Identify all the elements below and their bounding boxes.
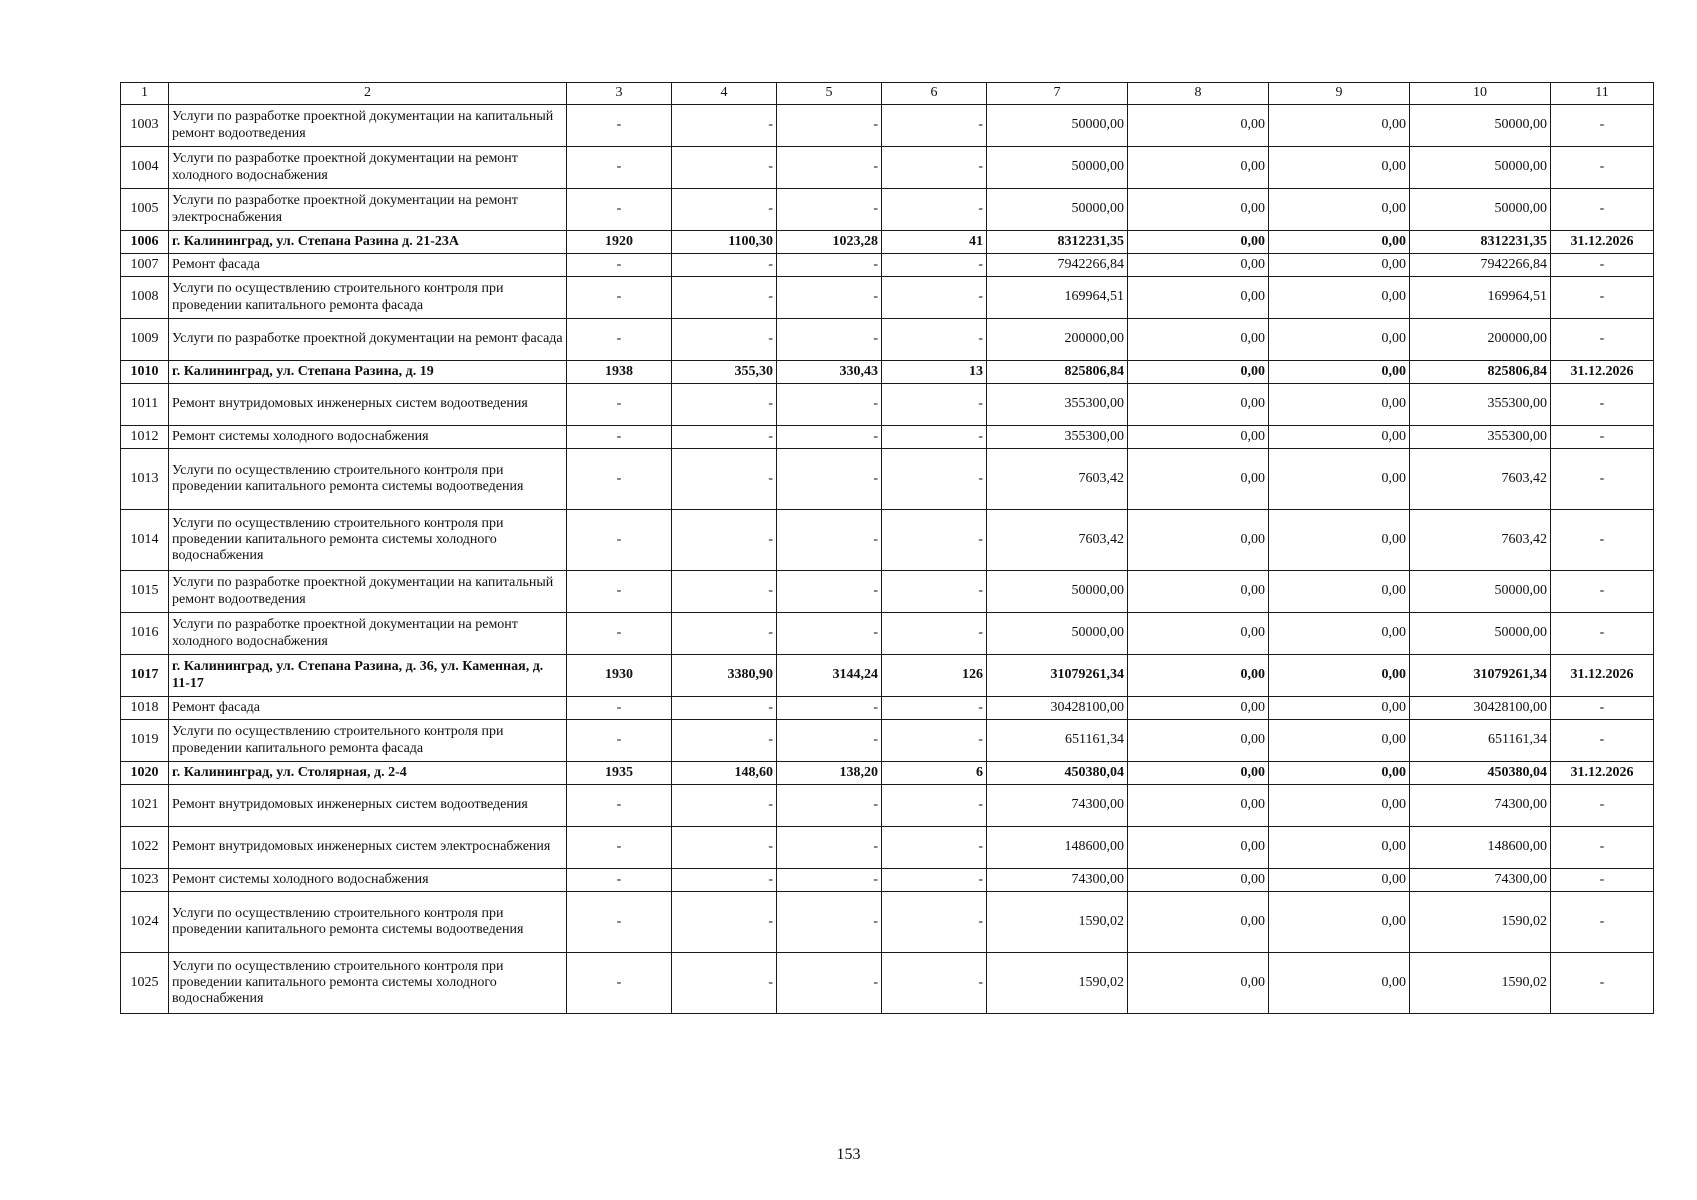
budget-cost: 0,00 xyxy=(1269,892,1410,953)
residents: - xyxy=(882,892,987,953)
owner-cost: 50000,00 xyxy=(1410,147,1551,189)
residents: - xyxy=(882,827,987,869)
owner-cost: 1590,02 xyxy=(1410,953,1551,1014)
living-area: - xyxy=(777,105,882,147)
year-built: - xyxy=(567,869,672,892)
work-item-row xyxy=(121,953,1654,1014)
fund-cost: 0,00 xyxy=(1128,510,1269,571)
fund-cost: 0,00 xyxy=(1128,147,1269,189)
year-built: - xyxy=(567,613,672,655)
budget-cost: 0,00 xyxy=(1269,869,1410,892)
completion-date: - xyxy=(1551,384,1654,426)
residents: - xyxy=(882,277,987,319)
year-built: 1935 xyxy=(567,762,672,785)
owner-cost: 8312231,35 xyxy=(1410,231,1551,254)
fund-cost: 0,00 xyxy=(1128,426,1269,449)
completion-date: - xyxy=(1551,319,1654,361)
fund-cost: 0,00 xyxy=(1128,720,1269,762)
row-number: 1008 xyxy=(121,277,169,319)
total-area: 355,30 xyxy=(672,361,777,384)
address-row xyxy=(121,655,1654,697)
item-name: Ремонт фасада xyxy=(169,697,567,720)
residents: - xyxy=(882,953,987,1014)
completion-date: - xyxy=(1551,869,1654,892)
fund-cost: 0,00 xyxy=(1128,254,1269,277)
total-area: - xyxy=(672,571,777,613)
fund-cost: 0,00 xyxy=(1128,827,1269,869)
budget-cost: 0,00 xyxy=(1269,384,1410,426)
residents: - xyxy=(882,105,987,147)
item-name: Ремонт фасада xyxy=(169,254,567,277)
budget-cost: 0,00 xyxy=(1269,785,1410,827)
total-area: - xyxy=(672,147,777,189)
total-cost: 31079261,34 xyxy=(987,655,1128,697)
completion-date: - xyxy=(1551,277,1654,319)
budget-cost: 0,00 xyxy=(1269,147,1410,189)
year-built: - xyxy=(567,426,672,449)
fund-cost: 0,00 xyxy=(1128,785,1269,827)
living-area: - xyxy=(777,697,882,720)
living-area: - xyxy=(777,869,882,892)
work-item-row xyxy=(121,426,1654,449)
item-name: Услуги по разработке проектной документации на ремонт холодного водоснабжения xyxy=(169,613,567,655)
completion-date: - xyxy=(1551,953,1654,1014)
column-number: 10 xyxy=(1410,83,1551,105)
work-item-row xyxy=(121,892,1654,953)
fund-cost: 0,00 xyxy=(1128,361,1269,384)
item-name: Услуги по разработке проектной документации на капитальный ремонт водоотведения xyxy=(169,105,567,147)
address-row xyxy=(121,231,1654,254)
fund-cost: 0,00 xyxy=(1128,449,1269,510)
year-built: - xyxy=(567,697,672,720)
year-built: 1938 xyxy=(567,361,672,384)
living-area: - xyxy=(777,720,882,762)
residents: 126 xyxy=(882,655,987,697)
total-cost: 8312231,35 xyxy=(987,231,1128,254)
total-area: - xyxy=(672,277,777,319)
column-number: 3 xyxy=(567,83,672,105)
item-name: Ремонт внутридомовых инженерных систем водоотведения xyxy=(169,785,567,827)
row-number: 1025 xyxy=(121,953,169,1014)
budget-cost: 0,00 xyxy=(1269,762,1410,785)
row-number: 1009 xyxy=(121,319,169,361)
year-built: - xyxy=(567,147,672,189)
year-built: 1930 xyxy=(567,655,672,697)
fund-cost: 0,00 xyxy=(1128,277,1269,319)
item-name: г. Калининград, ул. Степана Разина, д. 19 xyxy=(169,361,567,384)
owner-cost: 50000,00 xyxy=(1410,105,1551,147)
row-number: 1018 xyxy=(121,697,169,720)
fund-cost: 0,00 xyxy=(1128,319,1269,361)
column-number: 8 xyxy=(1128,83,1269,105)
row-number: 1011 xyxy=(121,384,169,426)
total-area: - xyxy=(672,827,777,869)
work-item-row xyxy=(121,613,1654,655)
item-name: Услуги по осуществлению строительного контроля при проведении капитального ремонта системы холодного водоснабжения xyxy=(169,510,567,571)
total-cost: 1590,02 xyxy=(987,892,1128,953)
residents: - xyxy=(882,571,987,613)
year-built: - xyxy=(567,785,672,827)
total-cost: 355300,00 xyxy=(987,384,1128,426)
owner-cost: 7603,42 xyxy=(1410,449,1551,510)
completion-date: - xyxy=(1551,697,1654,720)
row-number: 1020 xyxy=(121,762,169,785)
total-cost: 200000,00 xyxy=(987,319,1128,361)
work-item-row xyxy=(121,571,1654,613)
owner-cost: 50000,00 xyxy=(1410,189,1551,231)
living-area: - xyxy=(777,785,882,827)
total-cost: 50000,00 xyxy=(987,105,1128,147)
row-number: 1024 xyxy=(121,892,169,953)
budget-cost: 0,00 xyxy=(1269,655,1410,697)
completion-date: 31.12.2026 xyxy=(1551,361,1654,384)
budget-cost: 0,00 xyxy=(1269,189,1410,231)
residents: - xyxy=(882,697,987,720)
year-built: 1920 xyxy=(567,231,672,254)
residents: - xyxy=(882,426,987,449)
residents: - xyxy=(882,869,987,892)
fund-cost: 0,00 xyxy=(1128,697,1269,720)
owner-cost: 50000,00 xyxy=(1410,571,1551,613)
residents: - xyxy=(882,147,987,189)
total-cost: 50000,00 xyxy=(987,613,1128,655)
item-name: Услуги по осуществлению строительного контроля при проведении капитального ремонта фасада xyxy=(169,720,567,762)
budget-cost: 0,00 xyxy=(1269,426,1410,449)
row-number: 1017 xyxy=(121,655,169,697)
completion-date: 31.12.2026 xyxy=(1551,655,1654,697)
work-item-row xyxy=(121,189,1654,231)
budget-cost: 0,00 xyxy=(1269,510,1410,571)
budget-cost: 0,00 xyxy=(1269,571,1410,613)
total-area: - xyxy=(672,869,777,892)
item-name: Услуги по осуществлению строительного контроля при проведении капитального ремонта системы водоотведения xyxy=(169,892,567,953)
row-number: 1004 xyxy=(121,147,169,189)
living-area: - xyxy=(777,449,882,510)
address-row xyxy=(121,361,1654,384)
work-item-row xyxy=(121,105,1654,147)
fund-cost: 0,00 xyxy=(1128,953,1269,1014)
living-area: 330,43 xyxy=(777,361,882,384)
total-area: - xyxy=(672,384,777,426)
year-built: - xyxy=(567,953,672,1014)
residents: 41 xyxy=(882,231,987,254)
total-area: 3380,90 xyxy=(672,655,777,697)
living-area: 1023,28 xyxy=(777,231,882,254)
budget-cost: 0,00 xyxy=(1269,697,1410,720)
budget-cost: 0,00 xyxy=(1269,613,1410,655)
residents: 13 xyxy=(882,361,987,384)
living-area: - xyxy=(777,254,882,277)
fund-cost: 0,00 xyxy=(1128,189,1269,231)
living-area: - xyxy=(777,189,882,231)
row-number: 1014 xyxy=(121,510,169,571)
total-cost: 7603,42 xyxy=(987,449,1128,510)
item-name: Ремонт системы холодного водоснабжения xyxy=(169,869,567,892)
residents: - xyxy=(882,319,987,361)
total-area: - xyxy=(672,953,777,1014)
row-number: 1021 xyxy=(121,785,169,827)
total-area: - xyxy=(672,254,777,277)
living-area: - xyxy=(777,426,882,449)
living-area: 138,20 xyxy=(777,762,882,785)
column-number: 1 xyxy=(121,83,169,105)
owner-cost: 825806,84 xyxy=(1410,361,1551,384)
total-cost: 450380,04 xyxy=(987,762,1128,785)
work-item-row xyxy=(121,449,1654,510)
item-name: г. Калининград, ул. Степана Разина д. 21-23А xyxy=(169,231,567,254)
budget-cost: 0,00 xyxy=(1269,319,1410,361)
item-name: г. Калининград, ул. Столярная, д. 2-4 xyxy=(169,762,567,785)
work-item-row xyxy=(121,510,1654,571)
work-item-row xyxy=(121,254,1654,277)
residents: - xyxy=(882,785,987,827)
work-item-row xyxy=(121,147,1654,189)
total-area: - xyxy=(672,510,777,571)
living-area: - xyxy=(777,613,882,655)
fund-cost: 0,00 xyxy=(1128,105,1269,147)
year-built: - xyxy=(567,189,672,231)
row-number: 1023 xyxy=(121,869,169,892)
row-number: 1007 xyxy=(121,254,169,277)
row-number: 1019 xyxy=(121,720,169,762)
year-built: - xyxy=(567,277,672,319)
table-body xyxy=(121,83,1654,1014)
year-built: - xyxy=(567,510,672,571)
column-number: 5 xyxy=(777,83,882,105)
completion-date: - xyxy=(1551,720,1654,762)
living-area: - xyxy=(777,384,882,426)
item-name: Услуги по осуществлению строительного контроля при проведении капитального ремонта системы водоотведения xyxy=(169,449,567,510)
budget-cost: 0,00 xyxy=(1269,361,1410,384)
budget-cost: 0,00 xyxy=(1269,231,1410,254)
budget-cost: 0,00 xyxy=(1269,827,1410,869)
total-cost: 7942266,84 xyxy=(987,254,1128,277)
work-item-row xyxy=(121,384,1654,426)
total-area: 148,60 xyxy=(672,762,777,785)
total-cost: 1590,02 xyxy=(987,953,1128,1014)
work-item-row xyxy=(121,720,1654,762)
total-area: - xyxy=(672,720,777,762)
row-number: 1003 xyxy=(121,105,169,147)
item-name: Услуги по разработке проектной документации на ремонт электроснабжения xyxy=(169,189,567,231)
page-number: 153 xyxy=(836,1146,861,1163)
year-built: - xyxy=(567,449,672,510)
completion-date: - xyxy=(1551,147,1654,189)
row-number: 1016 xyxy=(121,613,169,655)
completion-date: - xyxy=(1551,827,1654,869)
total-cost: 30428100,00 xyxy=(987,697,1128,720)
year-built: - xyxy=(567,254,672,277)
item-name: Услуги по разработке проектной документации на ремонт фасада xyxy=(169,319,567,361)
total-area: - xyxy=(672,785,777,827)
completion-date: - xyxy=(1551,613,1654,655)
column-number: 4 xyxy=(672,83,777,105)
row-number: 1005 xyxy=(121,189,169,231)
living-area: - xyxy=(777,571,882,613)
item-name: Ремонт системы холодного водоснабжения xyxy=(169,426,567,449)
work-item-row xyxy=(121,827,1654,869)
total-cost: 169964,51 xyxy=(987,277,1128,319)
budget-cost: 0,00 xyxy=(1269,254,1410,277)
fund-cost: 0,00 xyxy=(1128,384,1269,426)
total-area: - xyxy=(672,697,777,720)
row-number: 1013 xyxy=(121,449,169,510)
address-row xyxy=(121,762,1654,785)
total-area: - xyxy=(672,613,777,655)
living-area: 3144,24 xyxy=(777,655,882,697)
budget-cost: 0,00 xyxy=(1269,953,1410,1014)
fund-cost: 0,00 xyxy=(1128,655,1269,697)
owner-cost: 7942266,84 xyxy=(1410,254,1551,277)
total-cost: 74300,00 xyxy=(987,785,1128,827)
total-cost: 651161,34 xyxy=(987,720,1128,762)
work-item-row xyxy=(121,869,1654,892)
year-built: - xyxy=(567,105,672,147)
completion-date: - xyxy=(1551,571,1654,613)
living-area: - xyxy=(777,319,882,361)
completion-date: - xyxy=(1551,426,1654,449)
living-area: - xyxy=(777,953,882,1014)
total-cost: 50000,00 xyxy=(987,147,1128,189)
owner-cost: 74300,00 xyxy=(1410,785,1551,827)
living-area: - xyxy=(777,892,882,953)
residents: - xyxy=(882,189,987,231)
total-cost: 50000,00 xyxy=(987,189,1128,231)
year-built: - xyxy=(567,319,672,361)
item-name: Ремонт внутридомовых инженерных систем водоотведения xyxy=(169,384,567,426)
column-number: 6 xyxy=(882,83,987,105)
fund-cost: 0,00 xyxy=(1128,892,1269,953)
owner-cost: 74300,00 xyxy=(1410,869,1551,892)
year-built: - xyxy=(567,384,672,426)
residents: - xyxy=(882,720,987,762)
row-number: 1022 xyxy=(121,827,169,869)
total-area: - xyxy=(672,319,777,361)
column-number: 11 xyxy=(1551,83,1654,105)
owner-cost: 355300,00 xyxy=(1410,384,1551,426)
budget-cost: 0,00 xyxy=(1269,277,1410,319)
item-name: Услуги по осуществлению строительного контроля при проведении капитального ремонта системы холодного водоснабжения xyxy=(169,953,567,1014)
residents: - xyxy=(882,254,987,277)
completion-date: - xyxy=(1551,785,1654,827)
total-area: - xyxy=(672,426,777,449)
residents: - xyxy=(882,449,987,510)
work-item-row xyxy=(121,785,1654,827)
residents: - xyxy=(882,510,987,571)
fund-cost: 0,00 xyxy=(1128,762,1269,785)
item-name: Услуги по осуществлению строительного контроля при проведении капитального ремонта фасада xyxy=(169,277,567,319)
fund-cost: 0,00 xyxy=(1128,571,1269,613)
budget-cost: 0,00 xyxy=(1269,105,1410,147)
work-item-row xyxy=(121,319,1654,361)
owner-cost: 30428100,00 xyxy=(1410,697,1551,720)
total-cost: 355300,00 xyxy=(987,426,1128,449)
completion-date: - xyxy=(1551,105,1654,147)
total-cost: 7603,42 xyxy=(987,510,1128,571)
owner-cost: 355300,00 xyxy=(1410,426,1551,449)
completion-date: - xyxy=(1551,892,1654,953)
owner-cost: 31079261,34 xyxy=(1410,655,1551,697)
column-number: 2 xyxy=(169,83,567,105)
budget-cost: 0,00 xyxy=(1269,720,1410,762)
year-built: - xyxy=(567,892,672,953)
program-table xyxy=(120,82,1654,1014)
year-built: - xyxy=(567,720,672,762)
owner-cost: 7603,42 xyxy=(1410,510,1551,571)
item-name: Услуги по разработке проектной документации на ремонт холодного водоснабжения xyxy=(169,147,567,189)
residents: - xyxy=(882,613,987,655)
owner-cost: 1590,02 xyxy=(1410,892,1551,953)
row-number: 1010 xyxy=(121,361,169,384)
living-area: - xyxy=(777,147,882,189)
total-cost: 148600,00 xyxy=(987,827,1128,869)
owner-cost: 169964,51 xyxy=(1410,277,1551,319)
owner-cost: 148600,00 xyxy=(1410,827,1551,869)
living-area: - xyxy=(777,277,882,319)
column-number: 7 xyxy=(987,83,1128,105)
owner-cost: 50000,00 xyxy=(1410,613,1551,655)
item-name: Ремонт внутридомовых инженерных систем электроснабжения xyxy=(169,827,567,869)
row-number: 1012 xyxy=(121,426,169,449)
residents: - xyxy=(882,384,987,426)
completion-date: - xyxy=(1551,254,1654,277)
owner-cost: 200000,00 xyxy=(1410,319,1551,361)
total-cost: 50000,00 xyxy=(987,571,1128,613)
work-item-row xyxy=(121,697,1654,720)
total-area: - xyxy=(672,449,777,510)
fund-cost: 0,00 xyxy=(1128,869,1269,892)
completion-date: - xyxy=(1551,449,1654,510)
residents: 6 xyxy=(882,762,987,785)
completion-date: - xyxy=(1551,510,1654,571)
total-cost: 74300,00 xyxy=(987,869,1128,892)
owner-cost: 450380,04 xyxy=(1410,762,1551,785)
fund-cost: 0,00 xyxy=(1128,231,1269,254)
year-built: - xyxy=(567,571,672,613)
completion-date: - xyxy=(1551,189,1654,231)
living-area: - xyxy=(777,827,882,869)
column-number-row xyxy=(121,83,1654,105)
year-built: - xyxy=(567,827,672,869)
item-name: г. Калининград, ул. Степана Разина, д. 36, ул. Каменная, д. 11-17 xyxy=(169,655,567,697)
column-number: 9 xyxy=(1269,83,1410,105)
completion-date: 31.12.2026 xyxy=(1551,762,1654,785)
owner-cost: 651161,34 xyxy=(1410,720,1551,762)
budget-cost: 0,00 xyxy=(1269,449,1410,510)
item-name: Услуги по разработке проектной документации на капитальный ремонт водоотведения xyxy=(169,571,567,613)
total-cost: 825806,84 xyxy=(987,361,1128,384)
total-area: - xyxy=(672,892,777,953)
total-area: - xyxy=(672,105,777,147)
total-area: - xyxy=(672,189,777,231)
fund-cost: 0,00 xyxy=(1128,613,1269,655)
row-number: 1006 xyxy=(121,231,169,254)
completion-date: 31.12.2026 xyxy=(1551,231,1654,254)
work-item-row xyxy=(121,277,1654,319)
total-area: 1100,30 xyxy=(672,231,777,254)
row-number: 1015 xyxy=(121,571,169,613)
living-area: - xyxy=(777,510,882,571)
